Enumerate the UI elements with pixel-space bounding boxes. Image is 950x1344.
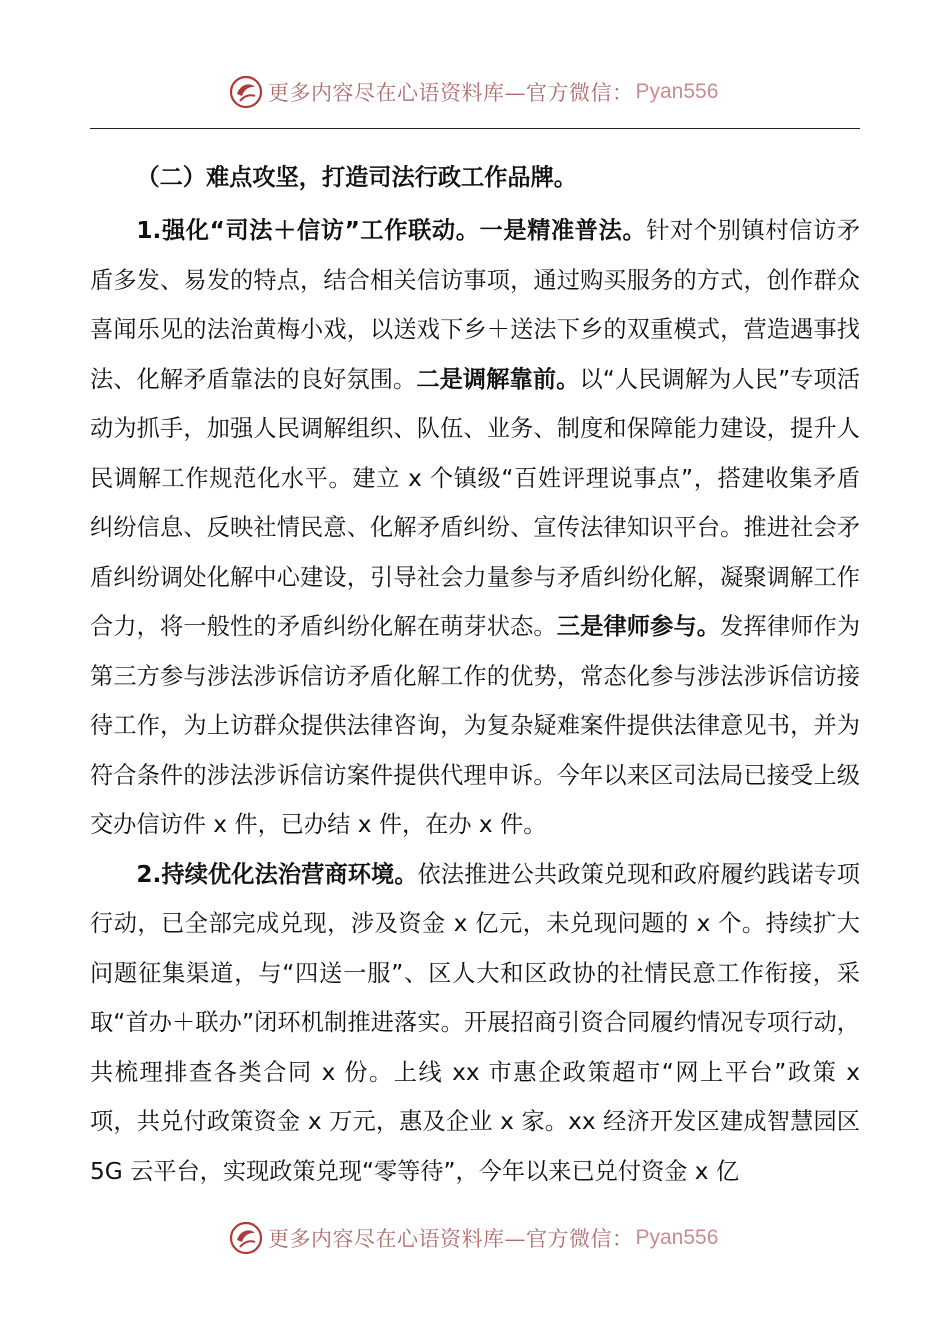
document-body: [90, 150, 860, 1196]
header-divider: [90, 128, 860, 129]
point-3-text: 发挥律师作为第三方参与涉法涉诉信访矛盾化解工作的优势，常态化参与涉法涉诉信访接待工作，为上访群众提供法律咨询，为复杂疑难案件提供法律意见书，并为符合条件的涉法涉诉信访案件提供代理申诉。今年以来区司法局已接受上级交办信访件 x 件，已办结 x 件，在办 x 件。: [90, 613, 861, 838]
watermark-account: Pyan556: [635, 1226, 719, 1249]
watermark-text: 更多内容尽在心语资料库—官方微信：: [268, 1227, 634, 1251]
point-1-text: 针对个别镇村信访矛盾多发、易发的特点，结合相关信访事项，通过购买服务的方式，创作群众喜闻乐见的法治黄梅小戏，以送戏下乡＋送法下乡的双重模式，营造遇事找法、化解矛盾靠法的良好氛围。: [90, 217, 861, 393]
watermark: [228, 70, 718, 114]
header-watermark: [0, 70, 950, 114]
watermark-text: 更多内容尽在心语资料库—官方微信：: [268, 81, 634, 105]
footer-watermark: [0, 1216, 950, 1260]
paragraph-1-title: 1.强化“司法＋信访”工作联动。: [136, 217, 480, 244]
point-2-text: 以“人民调解为人民”专项活动为抓手，加强人民调解组织、队伍、业务、制度和保障能力建设，提升人民调解工作规范化水平。建立 x 个镇级“百姓评理说事点”，搭建收集矛盾纠纷信息、反映社情民意、化解矛盾纠纷、宣传法律知识平台。推进社会矛盾纠纷调处化解中心建设，引导社会力量参与矛盾纠纷化解，凝聚调解工作合力，将一般性的矛盾纠纷化解在萌芽状态。: [90, 365, 860, 640]
paragraph-2-title: 2.持续优化法治营商环境。: [136, 860, 418, 888]
watermark: [228, 1216, 718, 1260]
section-heading: （二）难点攻坚，打造司法行政工作品牌。: [136, 164, 577, 191]
brand-logo-icon: [228, 1220, 264, 1256]
paragraph-2: [90, 850, 860, 1197]
paragraph-2-text: 依法推进公共政策兑现和政府履约践诺专项行动，已全部完成兑现，涉及资金 x 亿元，未兑现问题的 x 个。持续扩大问题征集渠道，与“四送一服”、区人大和区政协的社情民意工作衔接，采取“首办＋联办”闭环机制推进落实。开展招商引资合同履约情况专项行动，共梳理排查各类合同 x 份。上线 xx 市惠企政策超市“网上平台”政策 x 项，共兑付政策资金 x 万元，惠及企业 x 家。xx 经济开发区建成智慧园区 5G 云平台，实现政策兑现“零等待”，今年以来已兑付资金 x 亿: [90, 860, 860, 1185]
brand-logo-icon: [228, 74, 264, 110]
point-3-lead: 三是律师参与。: [556, 613, 721, 640]
watermark-account: Pyan556: [635, 80, 719, 103]
paragraph-1: [90, 206, 860, 850]
point-2-lead: 二是调解靠前。: [416, 365, 580, 393]
point-1-lead: 一是精准普法。: [479, 217, 647, 244]
